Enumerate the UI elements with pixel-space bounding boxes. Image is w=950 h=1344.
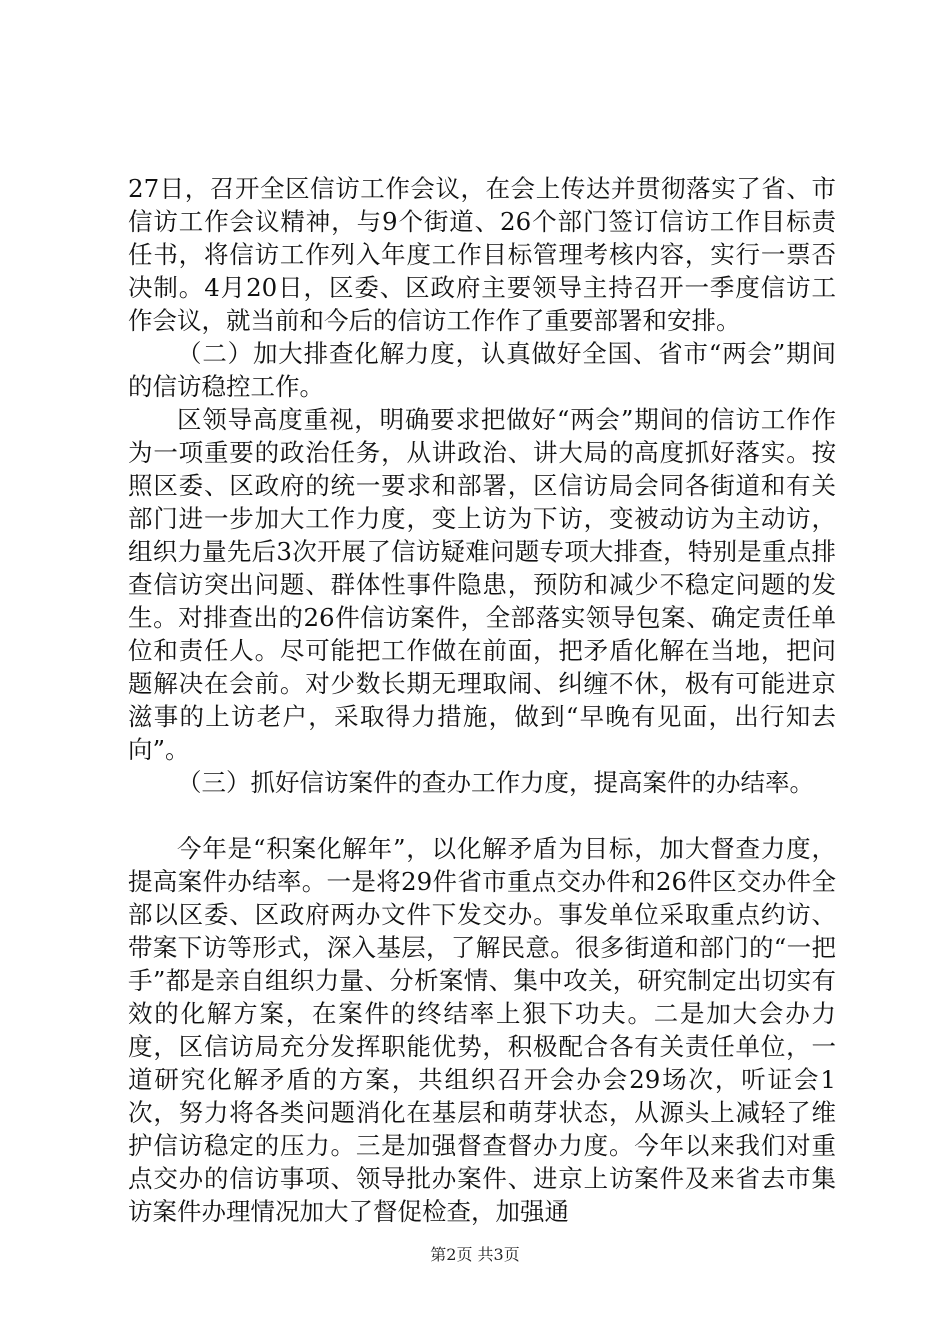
document-body — [128, 172, 836, 1228]
section-heading-3: （三）抓好信访案件的查办工作力度，提高案件的办结率。 — [177, 768, 814, 797]
paragraph-two-sessions: 区领导高度重视，明确要求把做好“两会”期间的信访工作作为一项重要的政治任务，从讲政治、讲大局的高度抓好落实。按照区委、区政府的统一要求和部署，区信访局会同各街道和有关部门进一步加大工作力度，变上访为下访，变被动访为主动访，组织力量先后3次开展了信访疑难问题专项大排查，特别是重点排查信访突出问题、群体性事件隐患，预防和减少不稳定问题的发生。对排查出的26件信访案件，全部落实领导包案、确定责任单位和责任人。尽可能把工作做在前面，把矛盾化解在当地，把问题解决在会前。对少数长期无理取闹、纠缠不休，极有可能进京滋事的上访老户，采取得力措施，做到“早晚有见面，出行知去向”。 — [128, 405, 836, 764]
page-number-footer: 第2页 共3页 — [430, 1245, 520, 1264]
paragraph-continuation: 27日，召开全区信访工作会议，在会上传达并贯彻落实了省、市信访工作会议精神，与9个街道、26个部门签订信访工作目标责任书，将信访工作列入年度工作目标管理考核内容，实行一票否决制。4月20日，区委、区政府主要领导主持召开一季度信访工作会议，就当前和今后的信访工作作了重要部署和安排。 — [128, 174, 836, 335]
paragraph-case-handling: 今年是“积案化解年”，以化解矛盾为目标，加大督查力度，提高案件办结率。一是将29件省市重点交办件和26件区交办件全部以区委、区政府两办文件下发交办。事发单位采取重点约访、带案下访等形式，深入基层，了解民意。很多街道和部门的“一把手”都是亲自组织力量、分析案情、集中攻关，研究制定出切实有效的化解方案，在案件的终结率上狠下功夫。二是加大会办力度，区信访局充分发挥职能优势，积极配合各有关责任单位，一道研究化解矛盾的方案，共组织召开会办会29场次，听证会1次，努力将各类问题消化在基层和萌芽状态，从源头上减轻了维护信访稳定的压力。三是加强督查督办力度。今年以来我们对重点交办的信访事项、领导批办案件、进京上访案件及来省去市集访案件办理情况加大了督促检查，加强通 — [128, 834, 836, 1226]
section-heading-2: （二）加大排查化解力度，认真做好全国、省市“两会”期间的信访稳控工作。 — [128, 339, 836, 401]
